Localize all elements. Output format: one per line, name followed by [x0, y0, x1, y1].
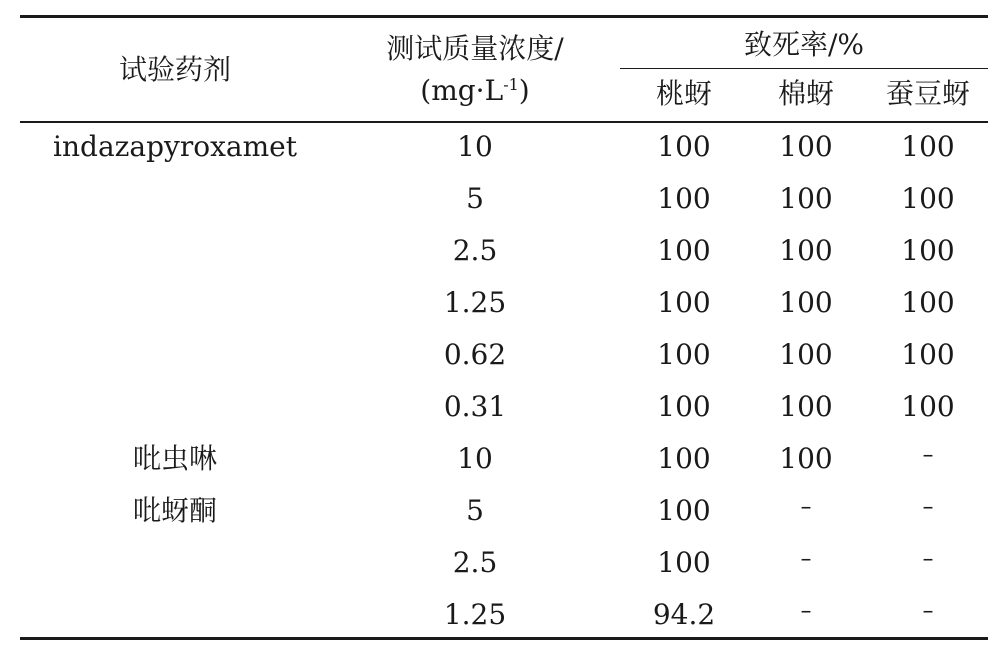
cell-mortality-species-3: 100	[901, 130, 955, 163]
cell-mortality-species-1: 94.2	[652, 598, 716, 631]
cell-mortality-species-3: 100	[901, 286, 955, 319]
cell-mortality-species-3: 100	[901, 338, 955, 371]
cell-mortality-species-2: 100	[779, 338, 833, 371]
mortality-subheader-rule	[620, 68, 988, 69]
cell-mortality-species-2: –	[800, 495, 812, 520]
cell-mortality-species-3: 100	[901, 182, 955, 215]
cell-mortality-species-2: 100	[779, 286, 833, 319]
cell-mortality-species-3: –	[922, 547, 934, 572]
cell-agent: 吡虫啉	[132, 442, 218, 475]
cell-mortality-species-2: 100	[779, 182, 833, 215]
cell-mortality-species-1: 100	[657, 234, 711, 267]
cell-mortality-species-1: 100	[657, 546, 711, 579]
header-species-2: 棉蚜	[777, 77, 835, 110]
cell-mortality-species-2: –	[800, 547, 812, 572]
cell-mortality-species-2: –	[800, 599, 812, 624]
cell-mortality-species-1: 100	[657, 442, 711, 475]
cell-concentration: 10	[457, 442, 493, 475]
cell-mortality-species-1: 100	[657, 390, 711, 423]
cell-mortality-species-1: 100	[657, 182, 711, 215]
cell-mortality-species-2: 100	[779, 130, 833, 163]
cell-agent: indazapyroxamet	[53, 130, 297, 163]
table-top-rule	[20, 15, 988, 18]
cell-mortality-species-3: –	[922, 495, 934, 520]
cell-mortality-species-2: 100	[779, 442, 833, 475]
cell-concentration: 0.62	[443, 338, 507, 371]
cell-mortality-species-3: –	[922, 443, 934, 468]
table-bottom-rule	[20, 637, 988, 640]
cell-concentration: 1.25	[443, 286, 507, 319]
cell-concentration: 1.25	[443, 598, 507, 631]
cell-mortality-species-1: 100	[657, 130, 711, 163]
header-agent: 试验药剂	[118, 53, 232, 86]
table-header-rule	[20, 121, 988, 123]
cell-concentration: 0.31	[443, 390, 507, 423]
cell-agent: 吡蚜酮	[132, 494, 218, 527]
cell-concentration: 5	[466, 494, 484, 527]
cell-mortality-species-3: 100	[901, 234, 955, 267]
cell-mortality-species-1: 100	[657, 338, 711, 371]
header-mortality: 致死率/%	[743, 28, 865, 61]
cell-mortality-species-1: 100	[657, 286, 711, 319]
header-concentration-unit: $(mg\cdot L^{-1})$	[420, 74, 530, 107]
cell-mortality-species-3: –	[922, 599, 934, 624]
cell-concentration: 10	[457, 130, 493, 163]
cell-mortality-species-2: 100	[779, 390, 833, 423]
cell-mortality-species-3: 100	[901, 390, 955, 423]
cell-mortality-species-1: 100	[657, 494, 711, 527]
cell-mortality-species-2: 100	[779, 234, 833, 267]
cell-concentration: 2.5	[452, 234, 498, 267]
cell-concentration: 2.5	[452, 546, 498, 579]
header-concentration: 测试质量浓度/	[386, 32, 564, 65]
header-species-3: 蚕豆蚜	[885, 77, 971, 110]
cell-concentration: 5	[466, 182, 484, 215]
header-species-1: 桃蚜	[655, 77, 713, 110]
